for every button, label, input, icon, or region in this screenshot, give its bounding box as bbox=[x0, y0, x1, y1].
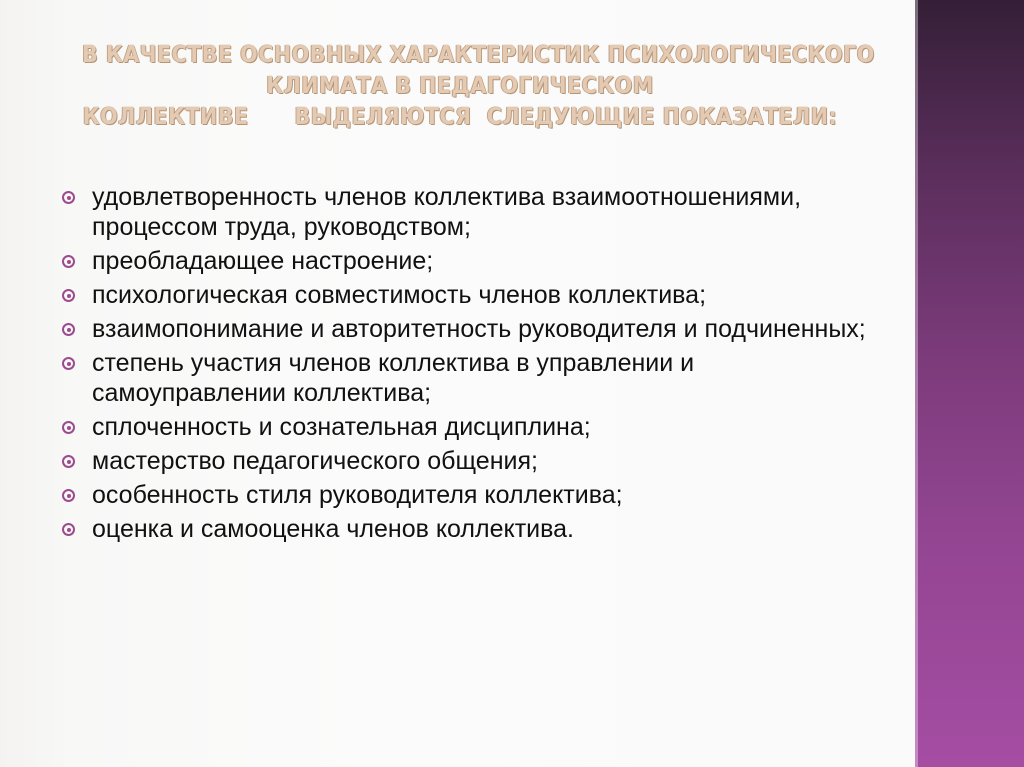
indicator-list bbox=[58, 182, 878, 548]
list-item bbox=[58, 348, 878, 408]
list-item-text: степень участия членов коллектива в управлении и самоуправлении коллектива; bbox=[92, 349, 695, 407]
list-item-text: особенность стиля руководителя коллектива; bbox=[92, 481, 623, 509]
circle-bullet-icon bbox=[62, 455, 75, 468]
slide-title bbox=[82, 40, 875, 133]
list-item-text: взаимопонимание и авторитетность руководителя и подчиненных; bbox=[92, 315, 866, 343]
circle-bullet-icon bbox=[62, 421, 75, 434]
circle-bullet-icon bbox=[62, 523, 75, 536]
circle-bullet-icon bbox=[62, 191, 75, 204]
title-line-1: В КАЧЕСТВЕ ОСНОВНЫХ ХАРАКТЕРИСТИК ПСИХОЛОГИЧЕСКОГО bbox=[82, 42, 875, 68]
list-item bbox=[58, 182, 878, 242]
list-item bbox=[58, 446, 878, 476]
list-item-text: оценка и самооценка членов коллектива. bbox=[92, 515, 574, 543]
circle-bullet-icon bbox=[62, 289, 75, 302]
decorative-side-bar bbox=[915, 0, 1024, 767]
list-item-text: психологическая совместимость членов коллектива; bbox=[92, 281, 707, 309]
circle-bullet-icon bbox=[62, 489, 75, 502]
circle-bullet-icon bbox=[62, 357, 75, 370]
list-item bbox=[58, 480, 878, 510]
list-item bbox=[58, 514, 878, 544]
list-item-text: преобладающее настроение; bbox=[92, 247, 434, 275]
list-item bbox=[58, 280, 878, 310]
list-item bbox=[58, 412, 878, 442]
list-item bbox=[58, 246, 878, 276]
circle-bullet-icon bbox=[62, 323, 75, 336]
title-line-3: КОЛЛЕКТИВЕ ВЫДЕЛЯЮТСЯ СЛЕДУЮЩИЕ ПОКАЗАТЕЛИ: bbox=[82, 104, 838, 130]
list-item-text: сплоченность и сознательная дисциплина; bbox=[92, 413, 591, 441]
list-item bbox=[58, 314, 878, 344]
circle-bullet-icon bbox=[62, 255, 75, 268]
title-line-2: КЛИМАТА В ПЕДАГОГИЧЕСКОМ bbox=[266, 73, 654, 99]
list-item-text: мастерство педагогического общения; bbox=[92, 447, 538, 475]
list-item-text: удовлетворенность членов коллектива взаимоотношениями, процессом труда, руководством; bbox=[92, 183, 802, 241]
